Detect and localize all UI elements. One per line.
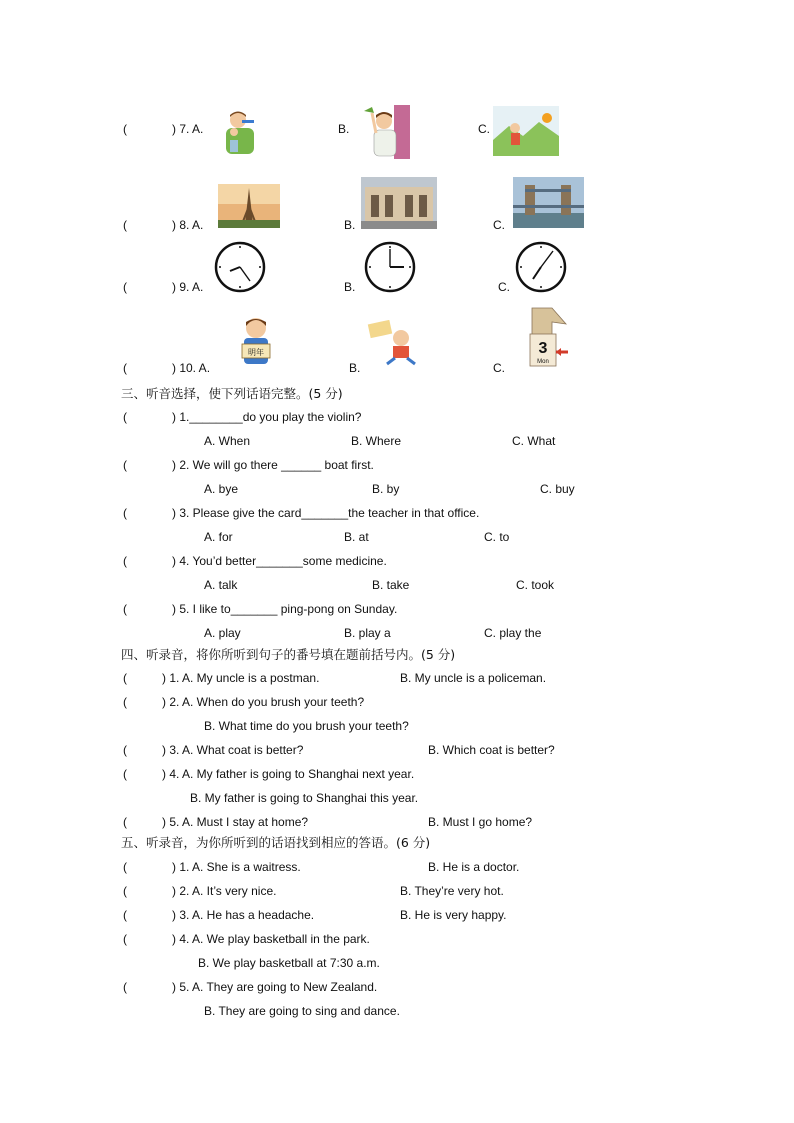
paren-open: (	[123, 361, 127, 375]
question-9-option-c-label: C.	[498, 280, 510, 294]
paren-open: (	[123, 860, 127, 874]
s3-q3-option-c: C. to	[484, 530, 510, 544]
s5-q4-option-a: ) 4. A. We play basketball in the park.	[172, 932, 370, 946]
s4-q5-option-b: B. Must I go home?	[428, 815, 533, 829]
s3-q4-option-a: A. talk	[204, 578, 238, 592]
calendar-weekday: Mon	[537, 359, 549, 365]
museum-building-picture	[361, 177, 437, 229]
paren-open: (	[123, 122, 127, 136]
question-7-number: ) 7. A.	[172, 122, 204, 136]
paren-open: (	[123, 458, 127, 472]
s3-q4-option-b: B. take	[372, 578, 410, 592]
s5-q1-option-a: ) 1. A. She is a waitress.	[172, 860, 301, 874]
s3-q3-option-b: B. at	[344, 530, 369, 544]
paren-open: (	[123, 671, 127, 685]
paren-open: (	[123, 767, 127, 781]
s3-q1-stem: ) 1.________do you play the violin?	[172, 410, 362, 424]
calendar-day-number: 3	[538, 340, 548, 357]
s3-q2-option-c: C. buy	[540, 482, 575, 496]
paren-open: (	[123, 218, 127, 232]
s3-q3-option-a: A. for	[204, 530, 233, 544]
paren-open: (	[123, 602, 127, 616]
section-4-heading: 四、听录音，将你所听到句子的番号填在题前括号内。(5 分)	[121, 647, 456, 662]
s3-q5-option-a: A. play	[204, 626, 241, 640]
paren-open: (	[123, 410, 127, 424]
question-7-option-c-label: C.	[478, 122, 490, 136]
clock-seven-picture	[515, 241, 567, 293]
question-10-option-b-label: B.	[349, 361, 361, 375]
s3-q2-option-b: B. by	[372, 482, 400, 496]
question-10-number: ) 10. A.	[172, 361, 211, 375]
s5-q4-option-b: B. We play basketball at 7:30 a.m.	[198, 956, 380, 970]
question-9-option-b-label: B.	[344, 280, 356, 294]
s4-q4-option-a: ) 4. A. My father is going to Shanghai next year.	[162, 767, 415, 781]
paren-open: (	[123, 932, 127, 946]
s5-q3-option-b: B. He is very happy.	[400, 908, 507, 922]
s5-q5-option-b: B. They are going to sing and dance.	[204, 1004, 400, 1018]
question-8-number: ) 8. A.	[172, 218, 204, 232]
s3-q5-option-c: C. play the	[484, 626, 542, 640]
paren-open: (	[123, 743, 127, 757]
paren-open: (	[123, 815, 127, 829]
clock-three-picture	[364, 241, 416, 293]
s5-q3-option-a: ) 3. A. He has a headache.	[172, 908, 315, 922]
question-8-option-b-label: B.	[344, 218, 356, 232]
paren-open: (	[123, 695, 127, 709]
calendar-monday-picture	[522, 306, 570, 368]
s4-q1-option-b: B. My uncle is a policeman.	[400, 671, 547, 685]
boy-brushing-teeth-picture	[220, 108, 260, 156]
s4-q4-option-b: B. My father is going to Shanghai this year.	[190, 791, 419, 805]
s3-q5-stem: ) 5. I like to_______ ping-pong on Sunday.	[172, 602, 398, 616]
boy-running-with-flag-picture	[367, 320, 421, 366]
section-5-heading: 五、听录音，为你所听到的话语找到相应的答语。(6 分)	[121, 835, 431, 850]
s3-q1-option-c: C. What	[512, 434, 556, 448]
s4-q1-option-a: ) 1. A. My uncle is a postman.	[162, 671, 320, 685]
s3-q1-option-a: A. When	[204, 434, 251, 448]
s4-q3-option-b: B. Which coat is better?	[428, 743, 555, 757]
s4-q2-option-b: B. What time do you brush your teeth?	[204, 719, 409, 733]
question-10-option-c-label: C.	[493, 361, 505, 375]
s5-q5-option-a: ) 5. A. They are going to New Zealand.	[172, 980, 378, 994]
s4-q3-option-a: ) 3. A. What coat is better?	[162, 743, 304, 757]
question-9-number: ) 9. A.	[172, 280, 204, 294]
paren-open: (	[123, 980, 127, 994]
s3-q4-option-c: C. took	[516, 578, 555, 592]
clock-four-twenty-picture	[214, 241, 266, 293]
question-7-option-b-label: B.	[338, 122, 350, 136]
boy-waving-picture	[362, 105, 410, 159]
paren-open: (	[123, 884, 127, 898]
s5-q2-option-a: ) 2. A. It’s very nice.	[172, 884, 277, 898]
s3-q3-stem: ) 3. Please give the card_______the teacher in that office.	[172, 506, 480, 520]
s4-q2-option-a: ) 2. A. When do you brush your teeth?	[162, 695, 365, 709]
s3-q1-option-b: B. Where	[351, 434, 402, 448]
s3-q2-stem: ) 2. We will go there ______ boat first.	[172, 458, 374, 472]
paren-open: (	[123, 908, 127, 922]
tower-bridge-picture	[513, 177, 584, 228]
s5-q1-option-b: B. He is a doctor.	[428, 860, 520, 874]
s3-q4-stem: ) 4. You’d better_______some medicine.	[172, 554, 387, 568]
boy-with-next-year-sign-picture	[238, 316, 274, 370]
section-3-heading: 三、听音选择，使下列话语完整。(5 分)	[121, 386, 343, 401]
paren-open: (	[123, 506, 127, 520]
s5-q2-option-b: B. They’re very hot.	[400, 884, 504, 898]
paren-open: (	[123, 554, 127, 568]
question-8-option-c-label: C.	[493, 218, 505, 232]
eiffel-tower-picture	[218, 184, 280, 228]
mountain-scenery-picture	[493, 106, 559, 156]
s3-q5-option-b: B. play a	[344, 626, 391, 640]
paren-open: (	[123, 280, 127, 294]
s4-q5-option-a: ) 5. A. Must I stay at home?	[162, 815, 309, 829]
s3-q2-option-a: A. bye	[204, 482, 239, 496]
next-year-sign-text: 明年	[248, 348, 264, 357]
